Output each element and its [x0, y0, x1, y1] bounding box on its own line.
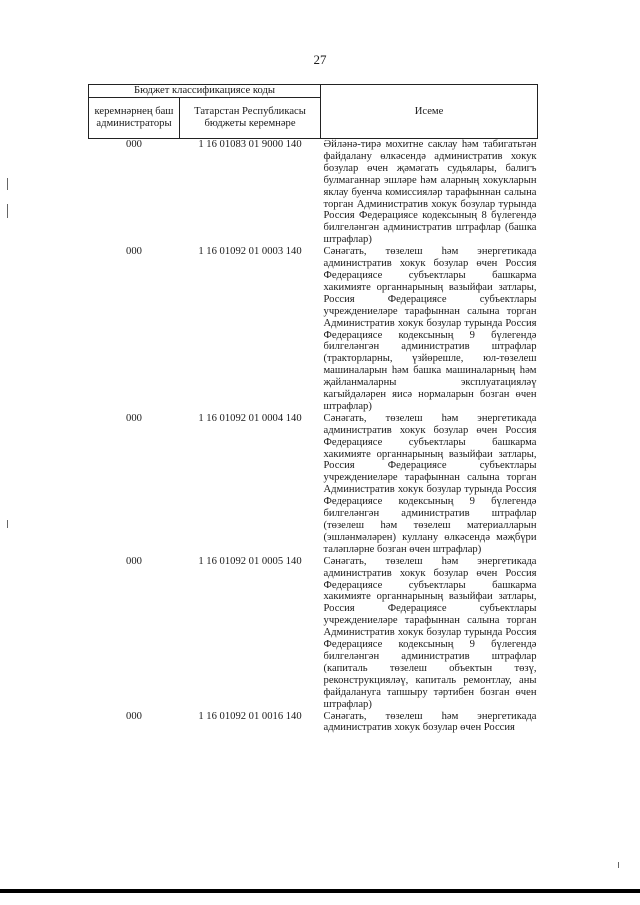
table-row	[89, 556, 538, 711]
scan-margin-mark	[7, 204, 8, 218]
administrator-code: 000	[126, 710, 142, 722]
table-row	[89, 711, 538, 735]
scan-bottom-edge	[0, 889, 640, 893]
revenue-code: 1 16 01092 01 0003 140	[198, 246, 302, 258]
administrator-code: 000	[89, 139, 180, 247]
revenue-code-column-header: Татарстан Республикасы бюджеты керемнәре	[180, 98, 321, 139]
table-row	[89, 139, 538, 247]
revenue-code: 1 16 01092 01 0016 140	[198, 710, 302, 722]
table-row	[89, 246, 538, 413]
revenue-name: Сәнәгать, төзелеш һәм энергетикада административ хокук бозулар өчен Россия	[323, 710, 537, 734]
revenue-name: Сәнәгать, төзелеш һәм энергетикада административ хокук бозулар өчен Россия Федерациясе субъектлары башкарма хакимияте органнарының вазыйфаи затлары, Россия Федерациясе субъектлары учреждениеләре тарафыннан салына торган Административ хокук бозулар турында Россия Федерациясе кодексының 9 бүлегендә билгеләнгән административ штрафлар (тракторларны, үзйөрешле, юл-төзелеш машиналарын һәм башка машиналарның һәм җайланмаларны эксплуатацияләү кагыйдәләрен яисә нормаларын бозган өчен штрафлар)	[323, 246, 537, 412]
administrator-code: 000	[126, 412, 142, 424]
administrator-column-header: керемнәрнең баш администраторы	[89, 98, 180, 139]
budget-classification-table	[88, 84, 538, 734]
budget-code-group-header: Бюджет классификациясе коды	[89, 85, 321, 98]
revenue-name: Сәнәгать, төзелеш һәм энергетикада административ хокук бозулар өчен Россия Федерациясе субъектлары башкарма хакимияте органнарының вазыйфаи затлары, Россия Федерациясе субъектлары учреждениеләре тарафыннан салына торган Административ хокук бозулар турында Россия Федерациясе кодексының 9 бүлегендә билгеләнгән административ штрафлар (капиталь төзелеш объектын төзү, реконструкцияләү, капиталь ремонтлау, аны файдалануга тапшыру тәртибен бозган өчен штрафлар)	[323, 555, 537, 710]
scan-margin-mark	[7, 520, 8, 528]
revenue-name: Әйләнә-тирә мохитне саклау һәм табигатьтән файдалану өлкәсендә административ хокук бозулар өчен җәмәгать судьялары, балигъ булмаганнар эшләре һәм аларның хокукларын яклау буенча комиссияләр тарафыннан салына торган Административ хокук бозулар турында Россия Федерациясе кодексының 8 бүлегендә билгеләнгән административ штрафлар (башка штрафлар)	[321, 139, 538, 247]
revenue-code: 1 16 01092 01 0005 140	[198, 555, 302, 567]
name-column-header: Исеме	[321, 85, 538, 139]
page-number: 27	[313, 52, 327, 67]
scan-corner-mark	[618, 862, 619, 868]
scan-margin-mark	[7, 178, 8, 190]
revenue-code: 1 16 01083 01 9000 140	[180, 139, 321, 247]
revenue-code: 1 16 01092 01 0004 140	[198, 412, 302, 424]
administrator-code: 000	[126, 555, 142, 567]
table-row	[89, 413, 538, 556]
revenue-name: Сәнәгать, төзелеш һәм энергетикада административ хокук бозулар өчен Россия Федерациясе субъектлары башкарма хакимияте органнарының вазыйфаи затлары, Россия Федерациясе субъектлары учреждениеләре тарафыннан салына торган Административ хокук бозулар турында Россия Федерациясе кодексының 9 бүлегендә билгеләнгән административ штрафлар (төзелеш һәм төзелеш материалларын (эшләнмәләрен) куллану өлкәсендә мәҗбүри таләпләрне бозган өчен штрафлар)	[323, 412, 537, 555]
administrator-code: 000	[126, 246, 142, 258]
